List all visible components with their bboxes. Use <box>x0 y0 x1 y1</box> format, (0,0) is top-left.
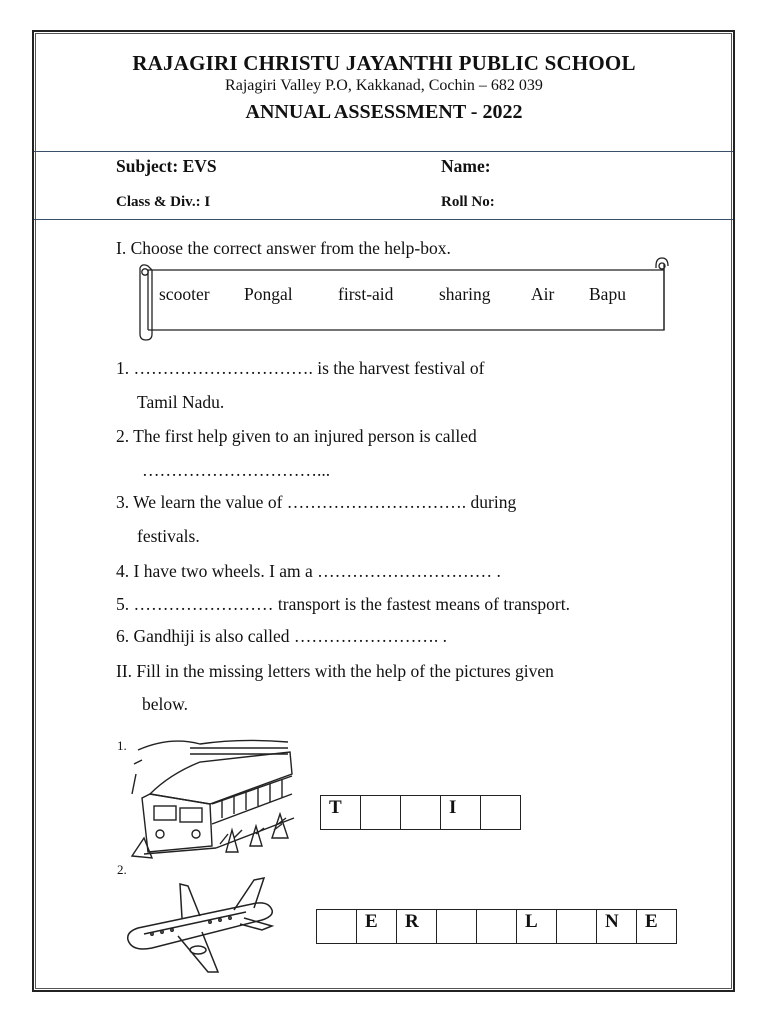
question-5: 5. …………………… transport is the fastest means of transport. <box>116 594 570 614</box>
question-2: 2. The first help given to an injured person is called <box>116 426 477 446</box>
help-word-first-aid: first-aid <box>338 284 394 304</box>
question-6: 6. Gandhiji is also called ……………………. . <box>116 626 448 646</box>
question-1-cont: Tamil Nadu. <box>137 392 225 412</box>
letter-box[interactable]: E <box>636 909 677 944</box>
letter-box[interactable] <box>480 795 521 830</box>
airplane-icon <box>122 874 280 978</box>
school-name: RAJAGIRI CHRISTU JAYANTHI PUBLIC SCHOOL <box>132 51 636 75</box>
picture-number-1: 1. <box>117 738 127 753</box>
section2-heading-cont: below. <box>142 694 189 714</box>
question-4: 4. I have two wheels. I am a ………………………… . <box>116 561 501 581</box>
help-word-bapu: Bapu <box>589 284 626 304</box>
letter-box[interactable]: N <box>596 909 637 944</box>
letter-box[interactable] <box>436 909 477 944</box>
letter-box[interactable]: E <box>356 909 397 944</box>
letter-box[interactable]: L <box>516 909 557 944</box>
question-2-cont: …………………………... <box>142 460 331 480</box>
class-div-label: Class & Div.: I <box>116 194 211 210</box>
header-divider <box>34 151 733 152</box>
train-letter-boxes <box>321 795 521 830</box>
airplane-letter-boxes <box>317 909 677 944</box>
letter-box[interactable] <box>400 795 441 830</box>
roll-no-label: Roll No: <box>441 194 495 210</box>
letter-box[interactable] <box>316 909 357 944</box>
help-word-pongal: Pongal <box>244 284 293 304</box>
letter-box[interactable] <box>556 909 597 944</box>
help-word-scooter: scooter <box>159 284 210 304</box>
info-divider <box>34 219 733 220</box>
question-1: 1. …………………………. is the harvest festival of <box>116 358 485 378</box>
train-icon <box>130 734 298 864</box>
letter-box[interactable]: I <box>440 795 481 830</box>
letter-box[interactable] <box>360 795 401 830</box>
name-label: Name: <box>441 156 491 176</box>
help-word-air: Air <box>531 284 555 304</box>
school-address: Rajagiri Valley P.O, Kakkanad, Cochin – 682 039 <box>225 77 543 94</box>
exam-title: ANNUAL ASSESSMENT - 2022 <box>245 101 523 123</box>
letter-box[interactable]: R <box>396 909 437 944</box>
question-3: 3. We learn the value of …………………………. during <box>116 492 517 512</box>
picture-number-2: 2. <box>117 862 127 877</box>
letter-box[interactable] <box>476 909 517 944</box>
subject-label: Subject: EVS <box>116 156 217 176</box>
section1-heading: I. Choose the correct answer from the help-box. <box>116 238 451 258</box>
section2-heading: II. Fill in the missing letters with the help of the pictures given <box>116 661 554 681</box>
question-3-cont: festivals. <box>137 526 200 546</box>
letter-box[interactable]: T <box>320 795 361 830</box>
help-word-sharing: sharing <box>439 284 491 304</box>
